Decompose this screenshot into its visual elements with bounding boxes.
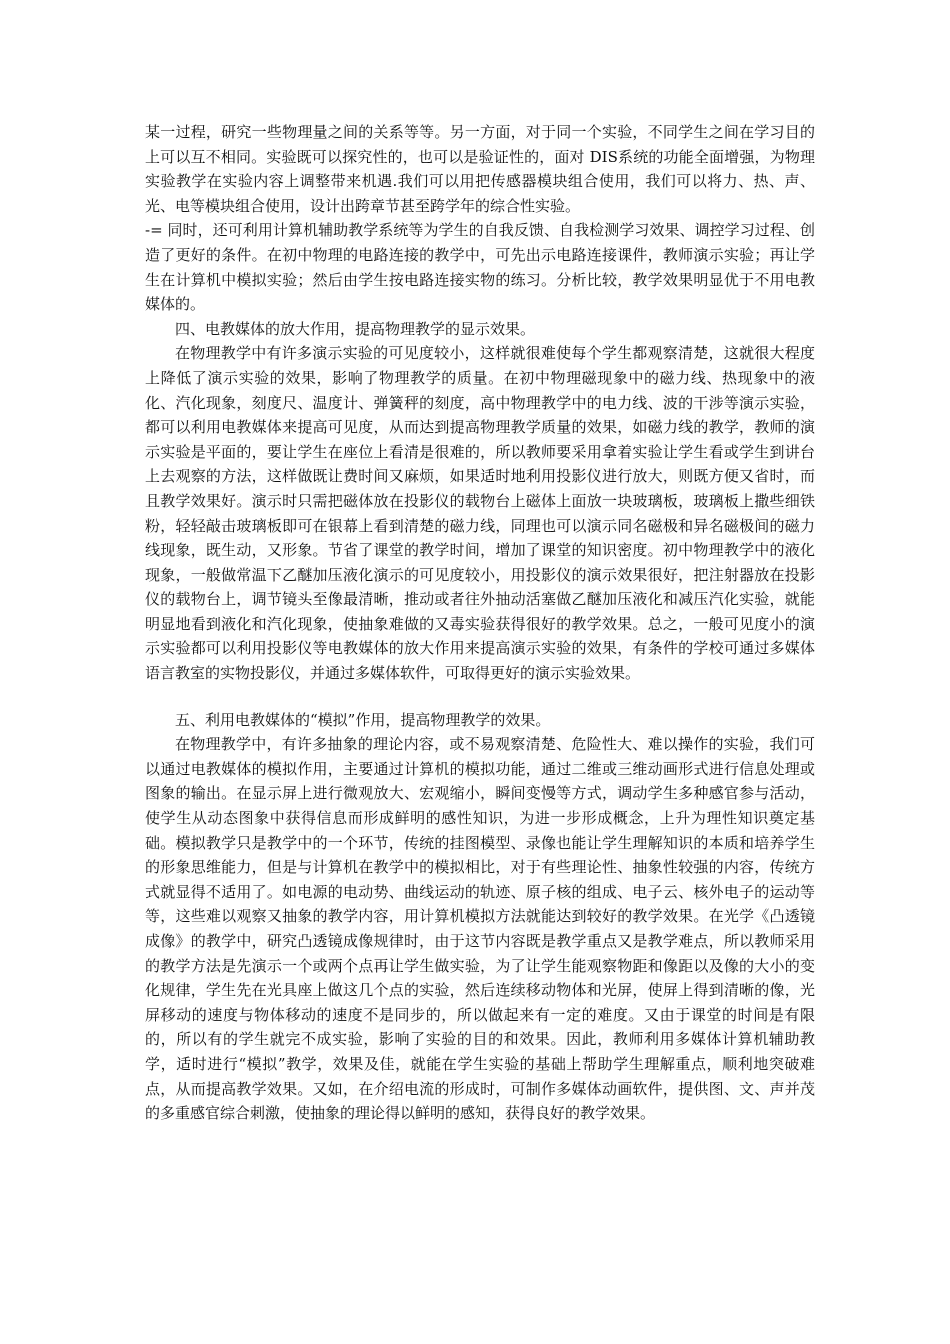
- paragraph-gap: [145, 686, 815, 708]
- paragraph-continuation: 某一过程，研究一些物理量之间的关系等等。另一方面，对于同一个实验，不同学生之间在学习目的上可以互不相同。实验既可以探究性的，也可以是验证性的，面对 DIS系统的功能全面增强，为物理实验教学在实验内容上调整带来机遇.我们可以用把传感器模块组合使用，我们可以将力、热、声、光、电等模块组合使用，设计出跨章节甚至跨学年的综合性实验。: [145, 123, 815, 215]
- section-heading-5: 五、利用电教媒体的“模拟”作用，提高物理教学的效果。: [175, 710, 551, 729]
- section-heading-4: 四、电教媒体的放大作用，提高物理教学的显示效果。: [175, 319, 536, 338]
- paragraph-magnification: 在物理教学中有许多演示实验的可见度较小，这样就很难使每个学生都观察清楚，这就很大程度上降低了演示实验的效果，影响了物理教学的质量。在初中物理磁现象中的磁力线、热现象中的液化、汽化现象，刻度尺、温度计、弹簧秤的刻度，高中物理教学中的电力线、波的干涉等演示实验，都可以利用电教媒体来提高可见度，从而达到提高物理教学质量的效果，如磁力线的教学，教师的演示实验是平面的，要让学生在座位上看清是很难的，所以教师要采用拿着实验让学生看或学生到讲台上去观察的方法，这样做既让费时间又麻烦，如果适时地利用投影仪进行放大，则既方便又省时，而且教学效果好。演示时只需把磁体放在投影仪的载物台上磁体上面放一块玻璃板，玻璃板上撒些细铁粉，轻轻敲击玻璃板即可在银幕上看到清楚的磁力线，同理也可以演示同名磁极和异名磁极间的磁力线现象，既生动，又形象。节省了课堂的教学时间，增加了课堂的知识密度。初中物理教学中的液化现象，一般做常温下乙醚加压液化演示的可见度较小，用投影仪的演示效果很好，把注射器放在投影仪的载物台上，调节镜头至像最清晰，推动或者往外抽动活塞做乙醚加压液化和减压汽化实验，就能明显地看到液化和汽化现象，使抽象难做的又毒实验获得很好的教学效果。总之，一般可见度小的演示实验都可以利用投影仪等电教媒体的放大作用来提高演示实验的效果，有条件的学校可通过多媒体语言教室的实物投影仪，并通过多媒体软件，可取得更好的演示实验效果。: [145, 344, 815, 683]
- paragraph-simulation: 在物理教学中，有许多抽象的理论内容，或不易观察清楚、危险性大、难以操作的实验，我们可以通过电教媒体的模拟作用，主要通过计算机的模拟功能，通过二维或三维动画形式进行信息处理或图象的输出。在显示屏上进行微观放大、宏观缩小，瞬间变慢等方式，调动学生多种感官参与活动，使学生从动态图象中获得信息而形成鲜明的感性知识，为进一步形成概念，上升为理性知识奠定基础。模拟教学只是教学中的一个环节，传统的挂图模型、录像也能让学生理解知识的本质和培养学生的形象思维能力，但是与计算机在教学中的模拟相比，对于有些理论性、抽象性较强的内容，传统方式就显得不适用了。如电源的电动势、曲线运动的轨迹、原子核的组成、电子云、核外电子的运动等等，这些难以观察又抽象的教学内容，用计算机模拟方法就能达到较好的教学效果。在光学《凸透镜成像》的教学中，研究凸透镜成像规律时，由于这节内容既是教学重点又是教学难点，所以教师采用的教学方法是先演示一个或两个点再让学生做实验，为了让学生能观察物距和像距以及像的大小的变化规律，学生先在光具座上做这几个点的实验，然后连续移动物体和光屏，使屏上得到清晰的像，光屏移动的速度与物体移动的速度不是同步的，所以做起来有一定的难度。又由于课堂的时间是有限的，所以有的学生就完不成实验，影响了实验的目的和效果。因此，教师利用多媒体计算机辅助教学，适时进行“模拟”教学，效果及佳，就能在学生实验的基础上帮助学生理解重点，顺利地突破难点，从而提高教学效果。又如，在介绍电流的形成时，可制作多媒体动画软件，提供图、文、声并茂的多重感官综合刺激，使抽象的理论得以鲜明的感知，获得良好的教学效果。: [145, 735, 815, 1123]
- paragraph-cai-feedback: -= 同时，还可利用计算机辅助教学系统等为学生的自我反馈、自我检测学习效果、调控学习过程、创造了更好的条件。在初中物理的电路连接的教学中，可先出示电路连接课件，教师演示实验；再让学生在计算机中模拟实验；然后由学生按电路连接实物的练习。分析比较，教学效果明显优于不用电教媒体的。: [145, 221, 815, 314]
- document-page: [145, 120, 815, 1126]
